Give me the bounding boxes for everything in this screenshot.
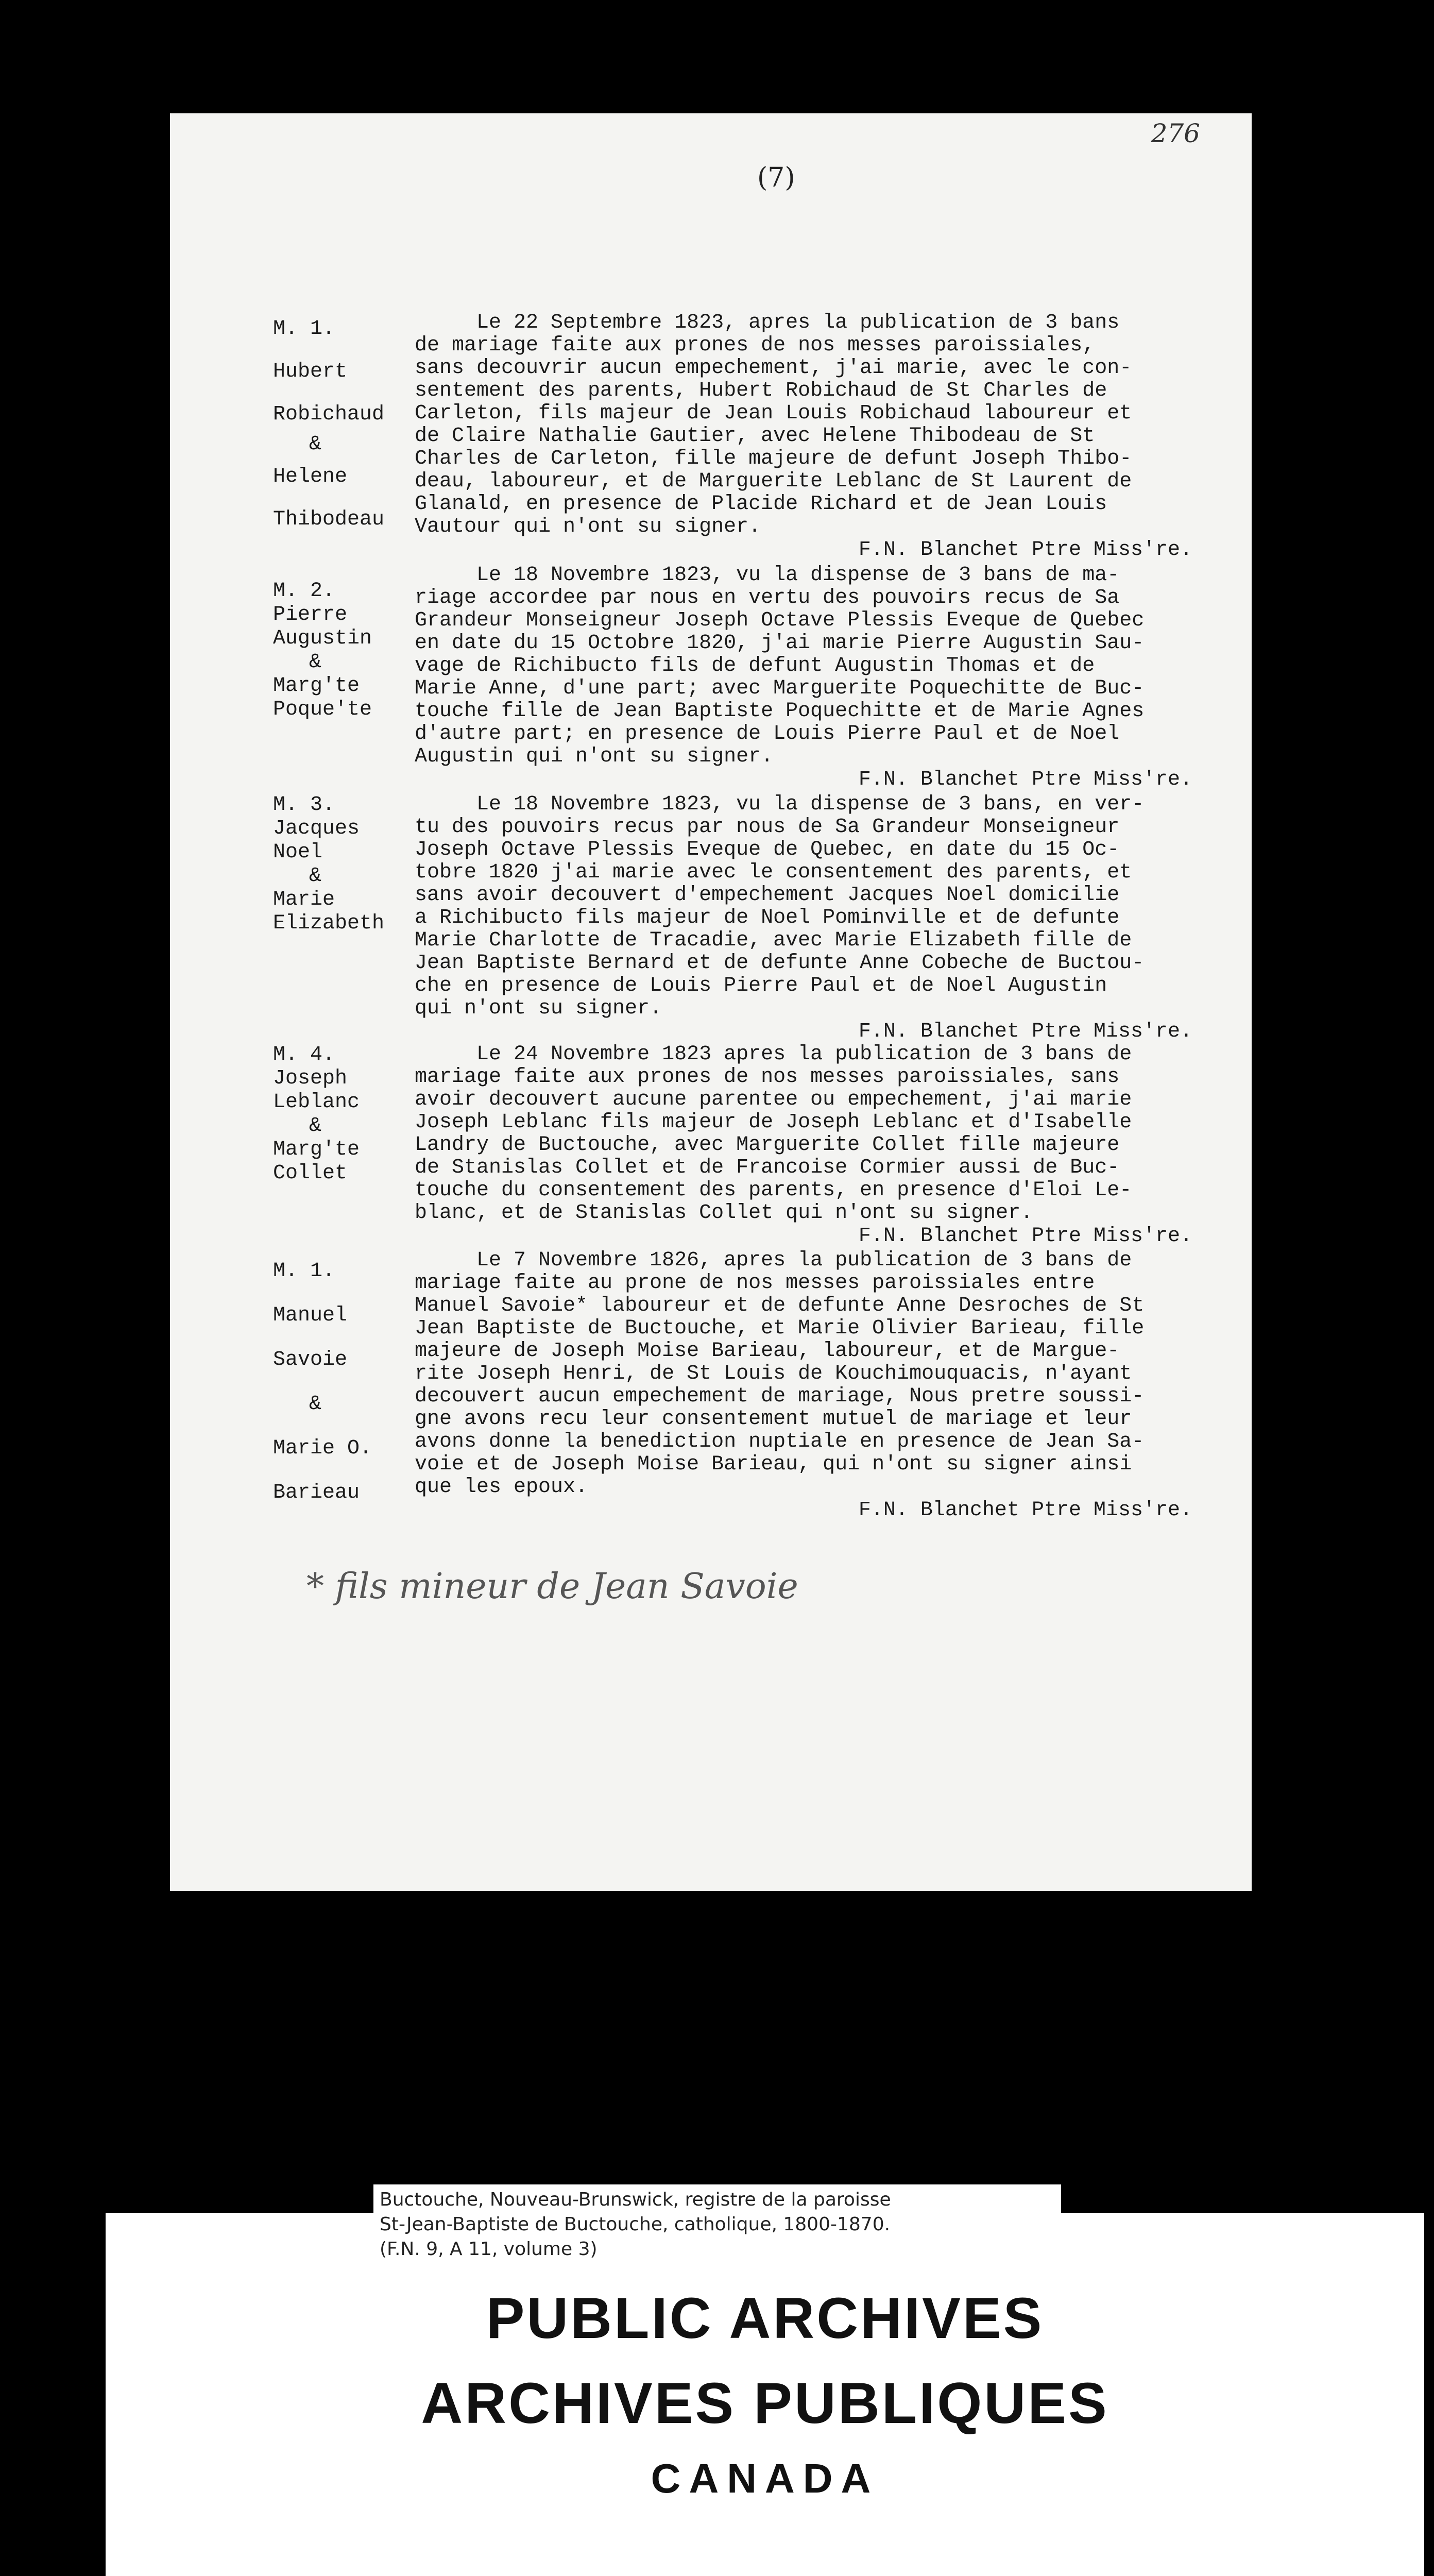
priest-signature: F.N. Blanchet Ptre Miss're.	[858, 1020, 1192, 1043]
margin-name: Leblanc	[273, 1091, 360, 1114]
text-line: tu des pouvoirs recus par nous de Sa Grandeur Monseigneur	[415, 816, 1120, 839]
priest-signature: F.N. Blanchet Ptre Miss're.	[858, 538, 1192, 562]
text-line: avons donne la benediction nuptiale en presence de Jean Sa-	[415, 1430, 1145, 1453]
margin-name: Marie O.	[273, 1437, 372, 1460]
text-line: blanc, et de Stanislas Collet qui n'ont su signer.	[415, 1201, 1033, 1225]
text-line: decouvert aucun empechement de mariage, Nous pretre soussi-	[415, 1385, 1145, 1408]
entry-text	[415, 1043, 1203, 1248]
margin-name: Elizabeth	[273, 912, 385, 935]
text-line: vage de Richibucto fils de defunt Augustin Thomas et de	[415, 654, 1095, 677]
text-line: sentement des parents, Hubert Robichaud de St Charles de	[415, 379, 1107, 402]
text-line: Joseph Octave Plessis Eveque de Quebec, en date du 15 Oc-	[415, 838, 1120, 861]
text-line: che en presence de Louis Pierre Paul et de Noel Augustin	[415, 974, 1107, 997]
text-line: gne avons recu leur consentement mutuel de mariage et leur	[415, 1408, 1132, 1431]
archives-label-card	[106, 2189, 1424, 2576]
text-line: de Claire Nathalie Gautier, avec Helene Thibodeau de St	[415, 425, 1095, 448]
priest-signature: F.N. Blanchet Ptre Miss're.	[858, 1499, 1192, 1522]
text-line: riage accordee par nous en vertu des pouvoirs recus de Sa	[415, 586, 1120, 609]
text-line: Glanald, en presence de Placide Richard et de Jean Louis	[415, 493, 1107, 516]
entry-margin	[273, 312, 402, 537]
text-line: voie et de Joseph Moise Barieau, qui n'ont su signer ainsi	[415, 1453, 1132, 1476]
entry-text	[415, 793, 1203, 1044]
entry-margin	[273, 793, 402, 936]
text-line: avoir decouvert aucune parentee ou empechement, j'ai marie	[415, 1088, 1132, 1111]
entry-number: M. 3.	[273, 793, 335, 817]
text-line: Carleton, fils majeur de Jean Louis Robichaud laboureur et	[415, 402, 1132, 425]
text-line: Vautour qui n'ont su signer.	[415, 515, 761, 538]
text-line: mariage faite aux prones de nos messes paroissiales, sans	[415, 1065, 1120, 1089]
text-line: Le 18 Novembre 1823, vu la dispense de 3 bans de ma-	[415, 564, 1120, 587]
margin-ampersand: &	[309, 1114, 322, 1138]
margin-name: Hubert	[273, 360, 348, 383]
text-line: Le 22 Septembre 1823, apres la publication de 3 bans	[415, 311, 1120, 334]
text-line: en date du 15 Octobre 1820, j'ai marie Pierre Augustin Sau-	[415, 632, 1145, 655]
margin-name: Collet	[273, 1162, 348, 1185]
archives-title-en: PUBLIC ARCHIVES	[486, 2286, 1044, 2350]
margin-name: Thibodeau	[273, 508, 385, 531]
text-line: de Stanislas Collet et de Francoise Cormier aussi de Buc-	[415, 1156, 1120, 1179]
text-line: deau, laboureur, et de Marguerite Leblanc de St Laurent de	[415, 470, 1132, 493]
text-line: Marie Anne, d'une part; avec Marguerite Poquechitte de Buc-	[415, 677, 1145, 700]
priest-signature: F.N. Blanchet Ptre Miss're.	[858, 1225, 1192, 1248]
text-line: que les epoux.	[415, 1476, 588, 1499]
margin-name: Robichaud	[273, 403, 385, 426]
text-line: tobre 1820 j'ai marie avec le consentement des parents, et	[415, 861, 1132, 884]
archives-country: CANADA	[651, 2455, 879, 2501]
text-line: sans avoir decouvert d'empechement Jacques Noel domicilie	[415, 884, 1120, 907]
entry-number: M. 1.	[273, 1260, 335, 1283]
reference-slip	[373, 2184, 1061, 2264]
text-line: Jean Baptiste Bernard et de defunte Anne Cobeche de Buctou-	[415, 952, 1145, 975]
slip-line: (F.N. 9, A 11, volume 3)	[380, 2239, 598, 2260]
slip-line: St-Jean-Baptiste de Buctouche, catholique, 1800-1870.	[380, 2214, 891, 2235]
handwritten-note: * fils mineur de Jean Savoie	[306, 1566, 798, 1607]
text-line: Marie Charlotte de Tracadie, avec Marie Elizabeth fille de	[415, 929, 1132, 952]
text-line: Le 7 Novembre 1826, apres la publication de 3 bans de	[415, 1249, 1132, 1272]
text-line: touche fille de Jean Baptiste Poquechitte et de Marie Agnes	[415, 700, 1145, 723]
entry-margin	[273, 1043, 402, 1185]
text-line: Le 18 Novembre 1823, vu la dispense de 3 bans, en ver-	[415, 793, 1145, 816]
text-line: touche du consentement des parents, en presence d'Eloi Le-	[415, 1179, 1132, 1202]
text-line: Joseph Leblanc fils majeur de Joseph Leblanc et d'Isabelle	[415, 1111, 1132, 1134]
text-line: Jean Baptiste de Buctouche, et Marie Olivier Barieau, fille	[415, 1317, 1145, 1340]
text-line: Grandeur Monseigneur Joseph Octave Plessis Eveque de Quebec	[415, 609, 1145, 632]
entry-margin	[273, 1249, 402, 1515]
text-line: a Richibucto fils majeur de Noel Pominville et de defunte	[415, 906, 1120, 929]
text-line: Manuel Savoie* laboureur et de defunte Anne Desroches de St	[415, 1294, 1145, 1317]
margin-name: Noel	[273, 841, 323, 864]
entry-text	[415, 564, 1203, 792]
text-line: sans decouvrir aucun empechement, j'ai marie, avec le con-	[415, 357, 1132, 380]
margin-name: Pierre	[273, 603, 348, 626]
register-page	[170, 113, 1252, 1891]
margin-name: Joseph	[273, 1067, 348, 1090]
entry-text	[415, 1249, 1203, 1522]
margin-name: Helene	[273, 465, 348, 488]
text-line: Landry de Buctouche, avec Marguerite Collet fille majeure	[415, 1133, 1120, 1157]
margin-ampersand: &	[309, 865, 322, 888]
margin-name: Manuel	[273, 1304, 348, 1327]
margin-name: Marg'te	[273, 1138, 360, 1161]
margin-name: Augustin	[273, 627, 372, 650]
entry-margin	[273, 580, 402, 722]
page-number: (7)	[757, 162, 795, 193]
margin-name: Jacques	[273, 817, 360, 840]
priest-signature: F.N. Blanchet Ptre Miss're.	[858, 768, 1192, 791]
margin-name: Marg'te	[273, 674, 360, 698]
text-line: Charles de Carleton, fille majeure de defunt Joseph Thibo-	[415, 447, 1132, 470]
text-line: majeure de Joseph Moise Barieau, laboureur, et de Margue-	[415, 1340, 1120, 1363]
text-line: d'autre part; en presence de Louis Pierre Paul et de Noel	[415, 722, 1120, 745]
text-line: Le 24 Novembre 1823 apres la publication de 3 bans de	[415, 1043, 1132, 1066]
text-line: rite Joseph Henri, de St Louis de Kouchimouquacis, n'ayant	[415, 1362, 1132, 1385]
entry-text	[415, 312, 1203, 562]
margin-ampersand: &	[309, 433, 322, 456]
margin-name: Poque'te	[273, 698, 372, 721]
margin-name: Marie	[273, 888, 335, 911]
text-line: qui n'ont su signer.	[415, 997, 662, 1020]
folio-number: 276	[1151, 118, 1200, 148]
entry-number: M. 4.	[273, 1043, 335, 1066]
slip-line: Buctouche, Nouveau-Brunswick, registre de la paroisse	[380, 2189, 891, 2210]
text-line: Augustin qui n'ont su signer.	[415, 745, 774, 768]
margin-name: Barieau	[273, 1481, 360, 1504]
text-line: mariage faite au prone de nos messes paroissiales entre	[415, 1272, 1095, 1295]
entry-number: M. 2.	[273, 580, 335, 603]
entry-number: M. 1.	[273, 317, 335, 341]
text-line: de mariage faite aux prones de nos messes paroissiales,	[415, 334, 1095, 357]
archives-title-fr: ARCHIVES PUBLIQUES	[421, 2371, 1109, 2435]
margin-ampersand: &	[309, 651, 322, 674]
margin-name: Savoie	[273, 1348, 348, 1371]
margin-ampersand: &	[309, 1393, 322, 1416]
